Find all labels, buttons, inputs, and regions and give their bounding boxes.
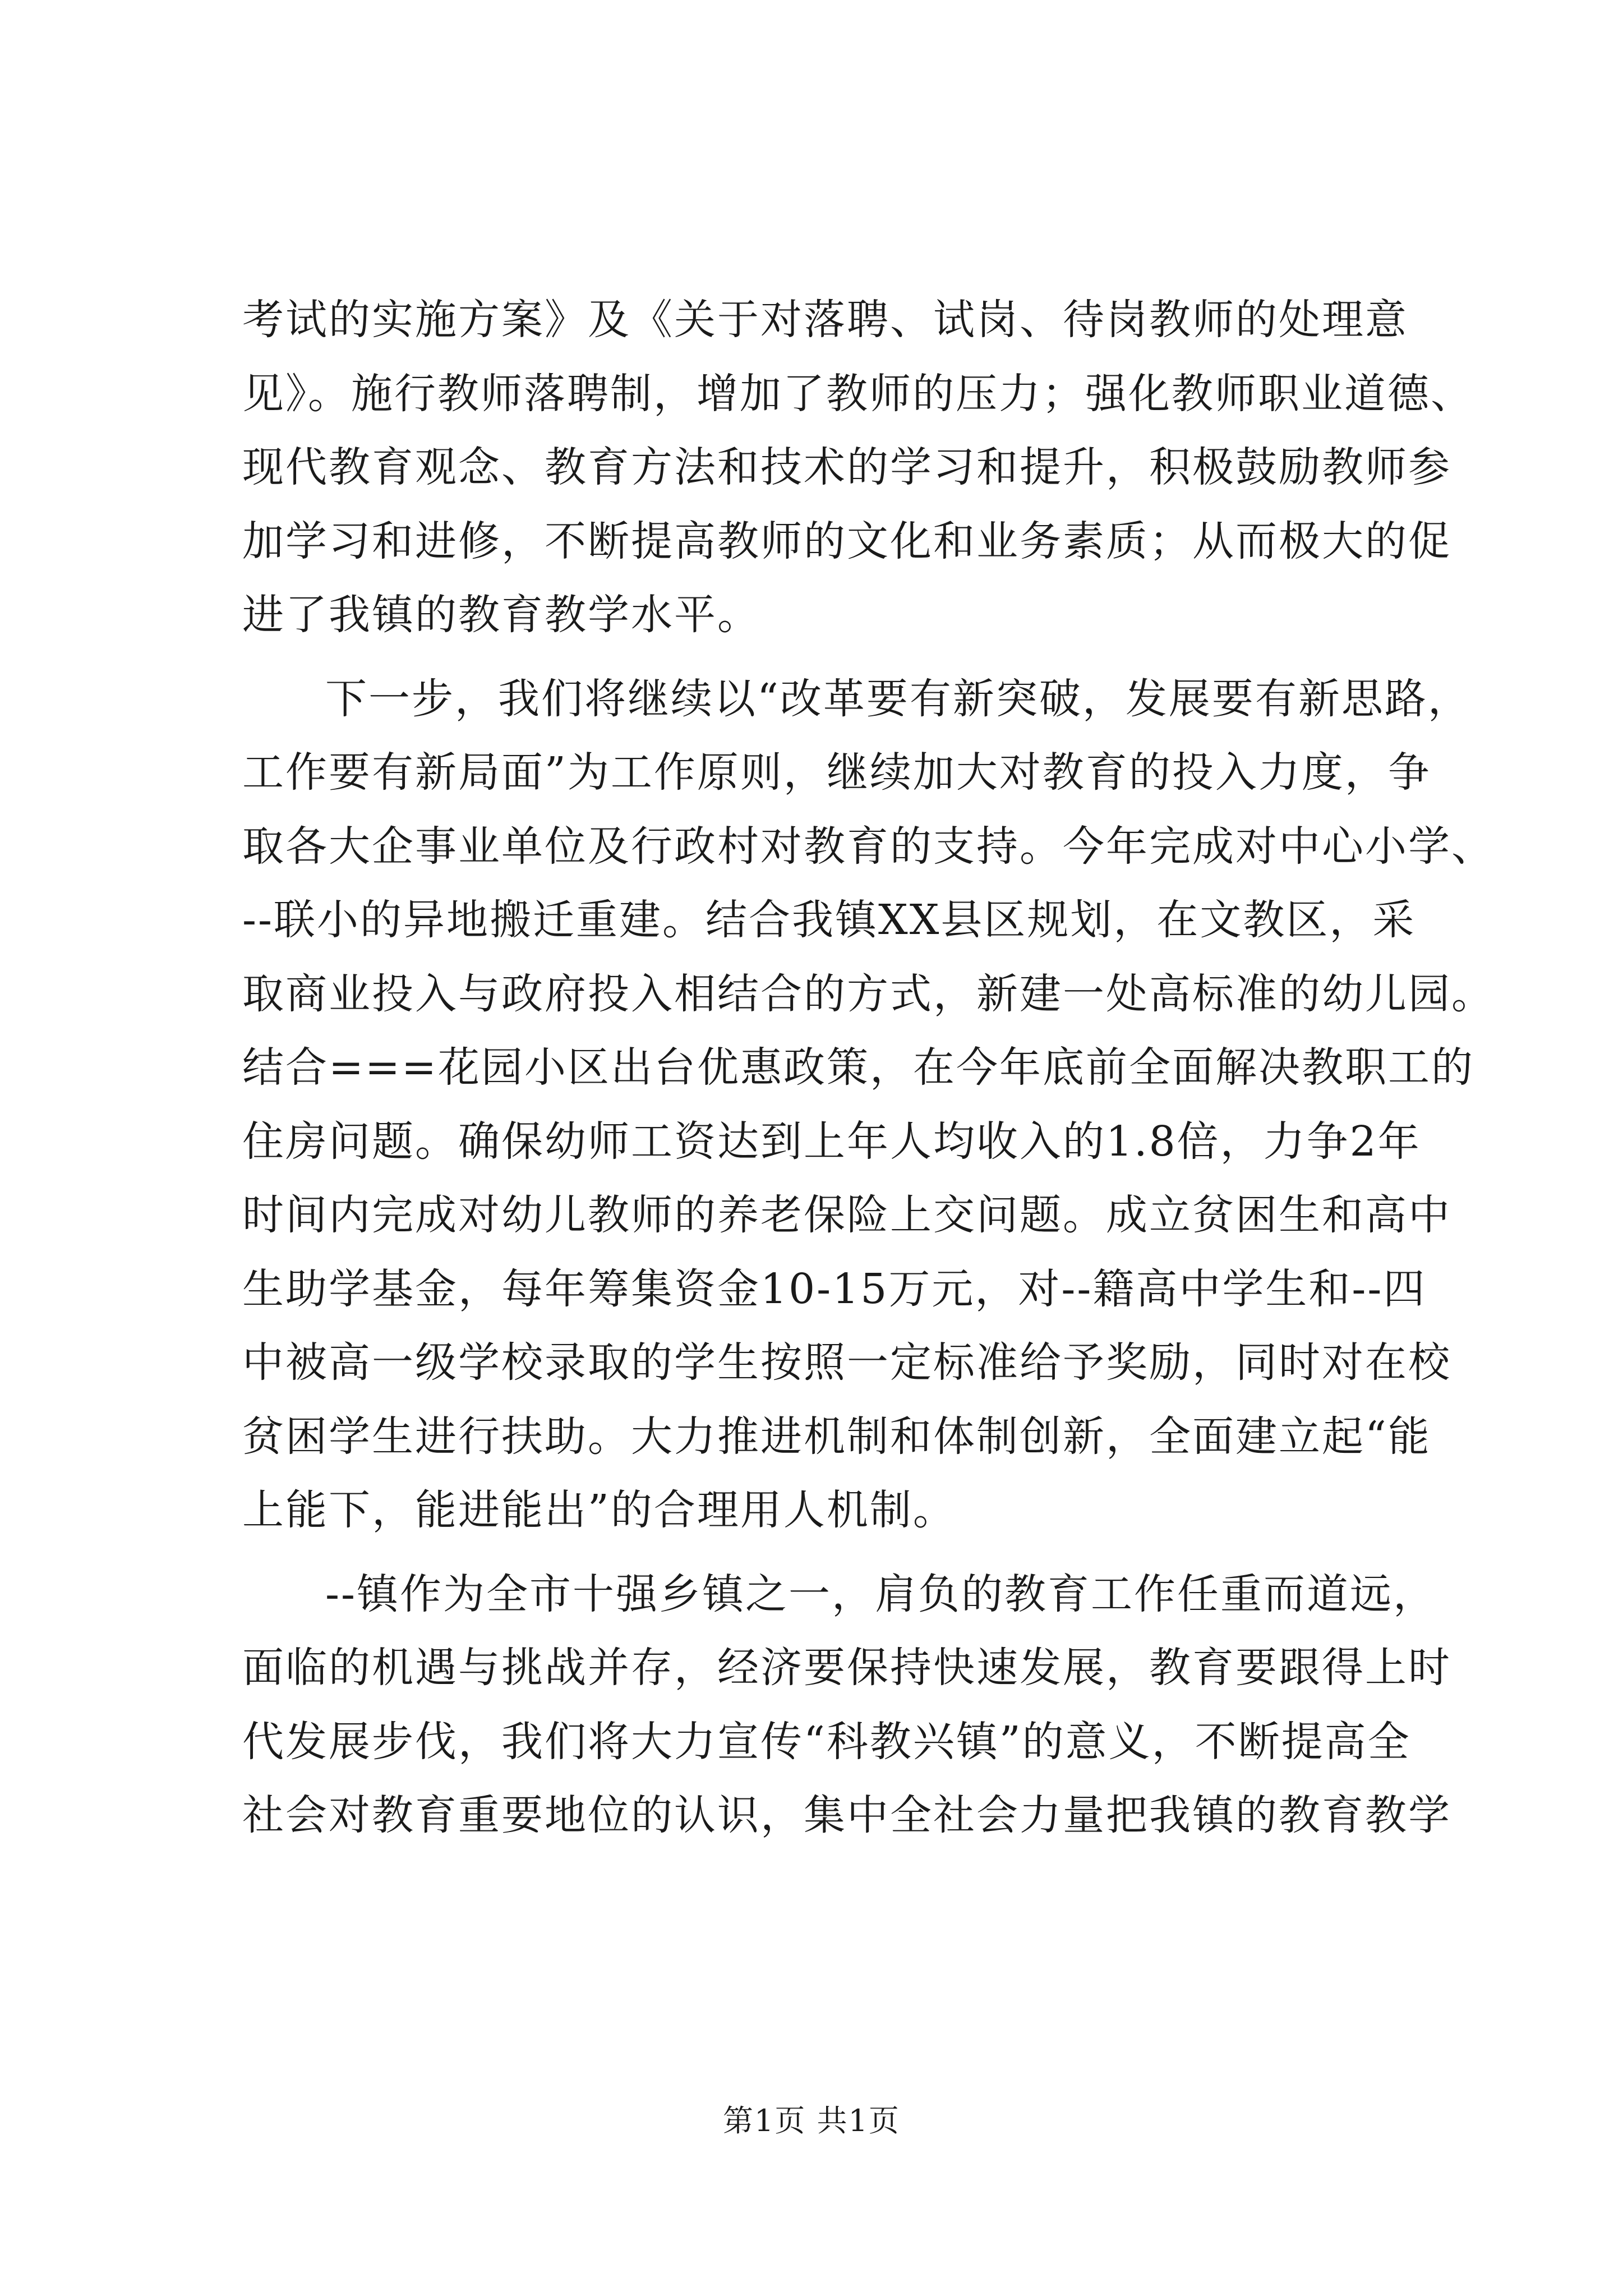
text-line: 贫困学生进行扶助。大力推进机制和体制创新，全面建立起“能 bbox=[242, 1412, 1431, 1461]
text-line: 现代教育观念、教育方法和技术的学习和提升，积极鼓励教师参 bbox=[242, 443, 1451, 491]
text-line: 考试的实施方案》及《关于对落聘、试岗、待岗教师的处理意 bbox=[242, 296, 1408, 344]
text-line: --联小的异地搬迁重建。结合我镇XX县区规划，在文教区，采 bbox=[242, 896, 1416, 944]
text-line: 见》。施行教师落聘制，增加了教师的压力；强化教师职业道德、 bbox=[242, 369, 1474, 418]
text-line: 时间内完成对幼儿教师的养老保险上交问题。成立贫困生和高中 bbox=[242, 1191, 1451, 1239]
paragraph-3 bbox=[242, 1558, 1451, 1853]
text-line: 结合===花园小区出台优惠政策，在今年底前全面解决教职工的 bbox=[242, 1043, 1475, 1092]
text-line: 上能下，能进能出”的合理用人机制。 bbox=[242, 1486, 956, 1534]
paragraph-spacer bbox=[242, 652, 1414, 662]
text-line: --镇作为全市十强乡镇之一，肩负的教育工作任重而道远， bbox=[325, 1570, 1437, 1618]
text-line: 取各大企事业单位及行政村对教育的支持。今年完成对中心小学、 bbox=[242, 822, 1495, 871]
text-line: 社会对教育重要地位的认识，集中全社会力量把我镇的教育教学 bbox=[242, 1791, 1451, 1839]
text-line: 工作要有新局面”为工作原则，继续加大对教育的投入力度，争 bbox=[242, 748, 1431, 797]
paragraph-1 bbox=[242, 283, 1474, 652]
paragraph-spacer bbox=[242, 1548, 1414, 1558]
document-body bbox=[242, 283, 1495, 1853]
text-line: 面临的机遇与挑战并存，经济要保持快速发展，教育要跟得上时 bbox=[242, 1644, 1451, 1692]
page-footer: 第1页 共1页 bbox=[723, 2103, 900, 2138]
text-line: 取商业投入与政府投入相结合的方式，新建一处高标准的幼儿园。 bbox=[242, 969, 1495, 1018]
text-line: 下一步，我们将继续以“改革要有新突破，发展要有新思路， bbox=[325, 674, 1471, 723]
paragraph-2 bbox=[242, 662, 1495, 1548]
text-line: 进了我镇的教育教学水平。 bbox=[242, 591, 760, 639]
text-line: 生助学基金，每年筹集资金10-15万元，对--籍高中学生和--四 bbox=[242, 1264, 1427, 1313]
text-line: 住房问题。确保幼师工资达到上年人均收入的1.8倍，力争2年 bbox=[242, 1117, 1421, 1166]
text-line: 加学习和进修，不断提高教师的文化和业务素质；从而极大的促 bbox=[242, 517, 1451, 565]
text-line: 中被高一级学校录取的学生按照一定标准给予奖励，同时对在校 bbox=[242, 1338, 1451, 1387]
text-line: 代发展步伐，我们将大力宣传“科教兴镇”的意义，不断提高全 bbox=[242, 1717, 1411, 1766]
